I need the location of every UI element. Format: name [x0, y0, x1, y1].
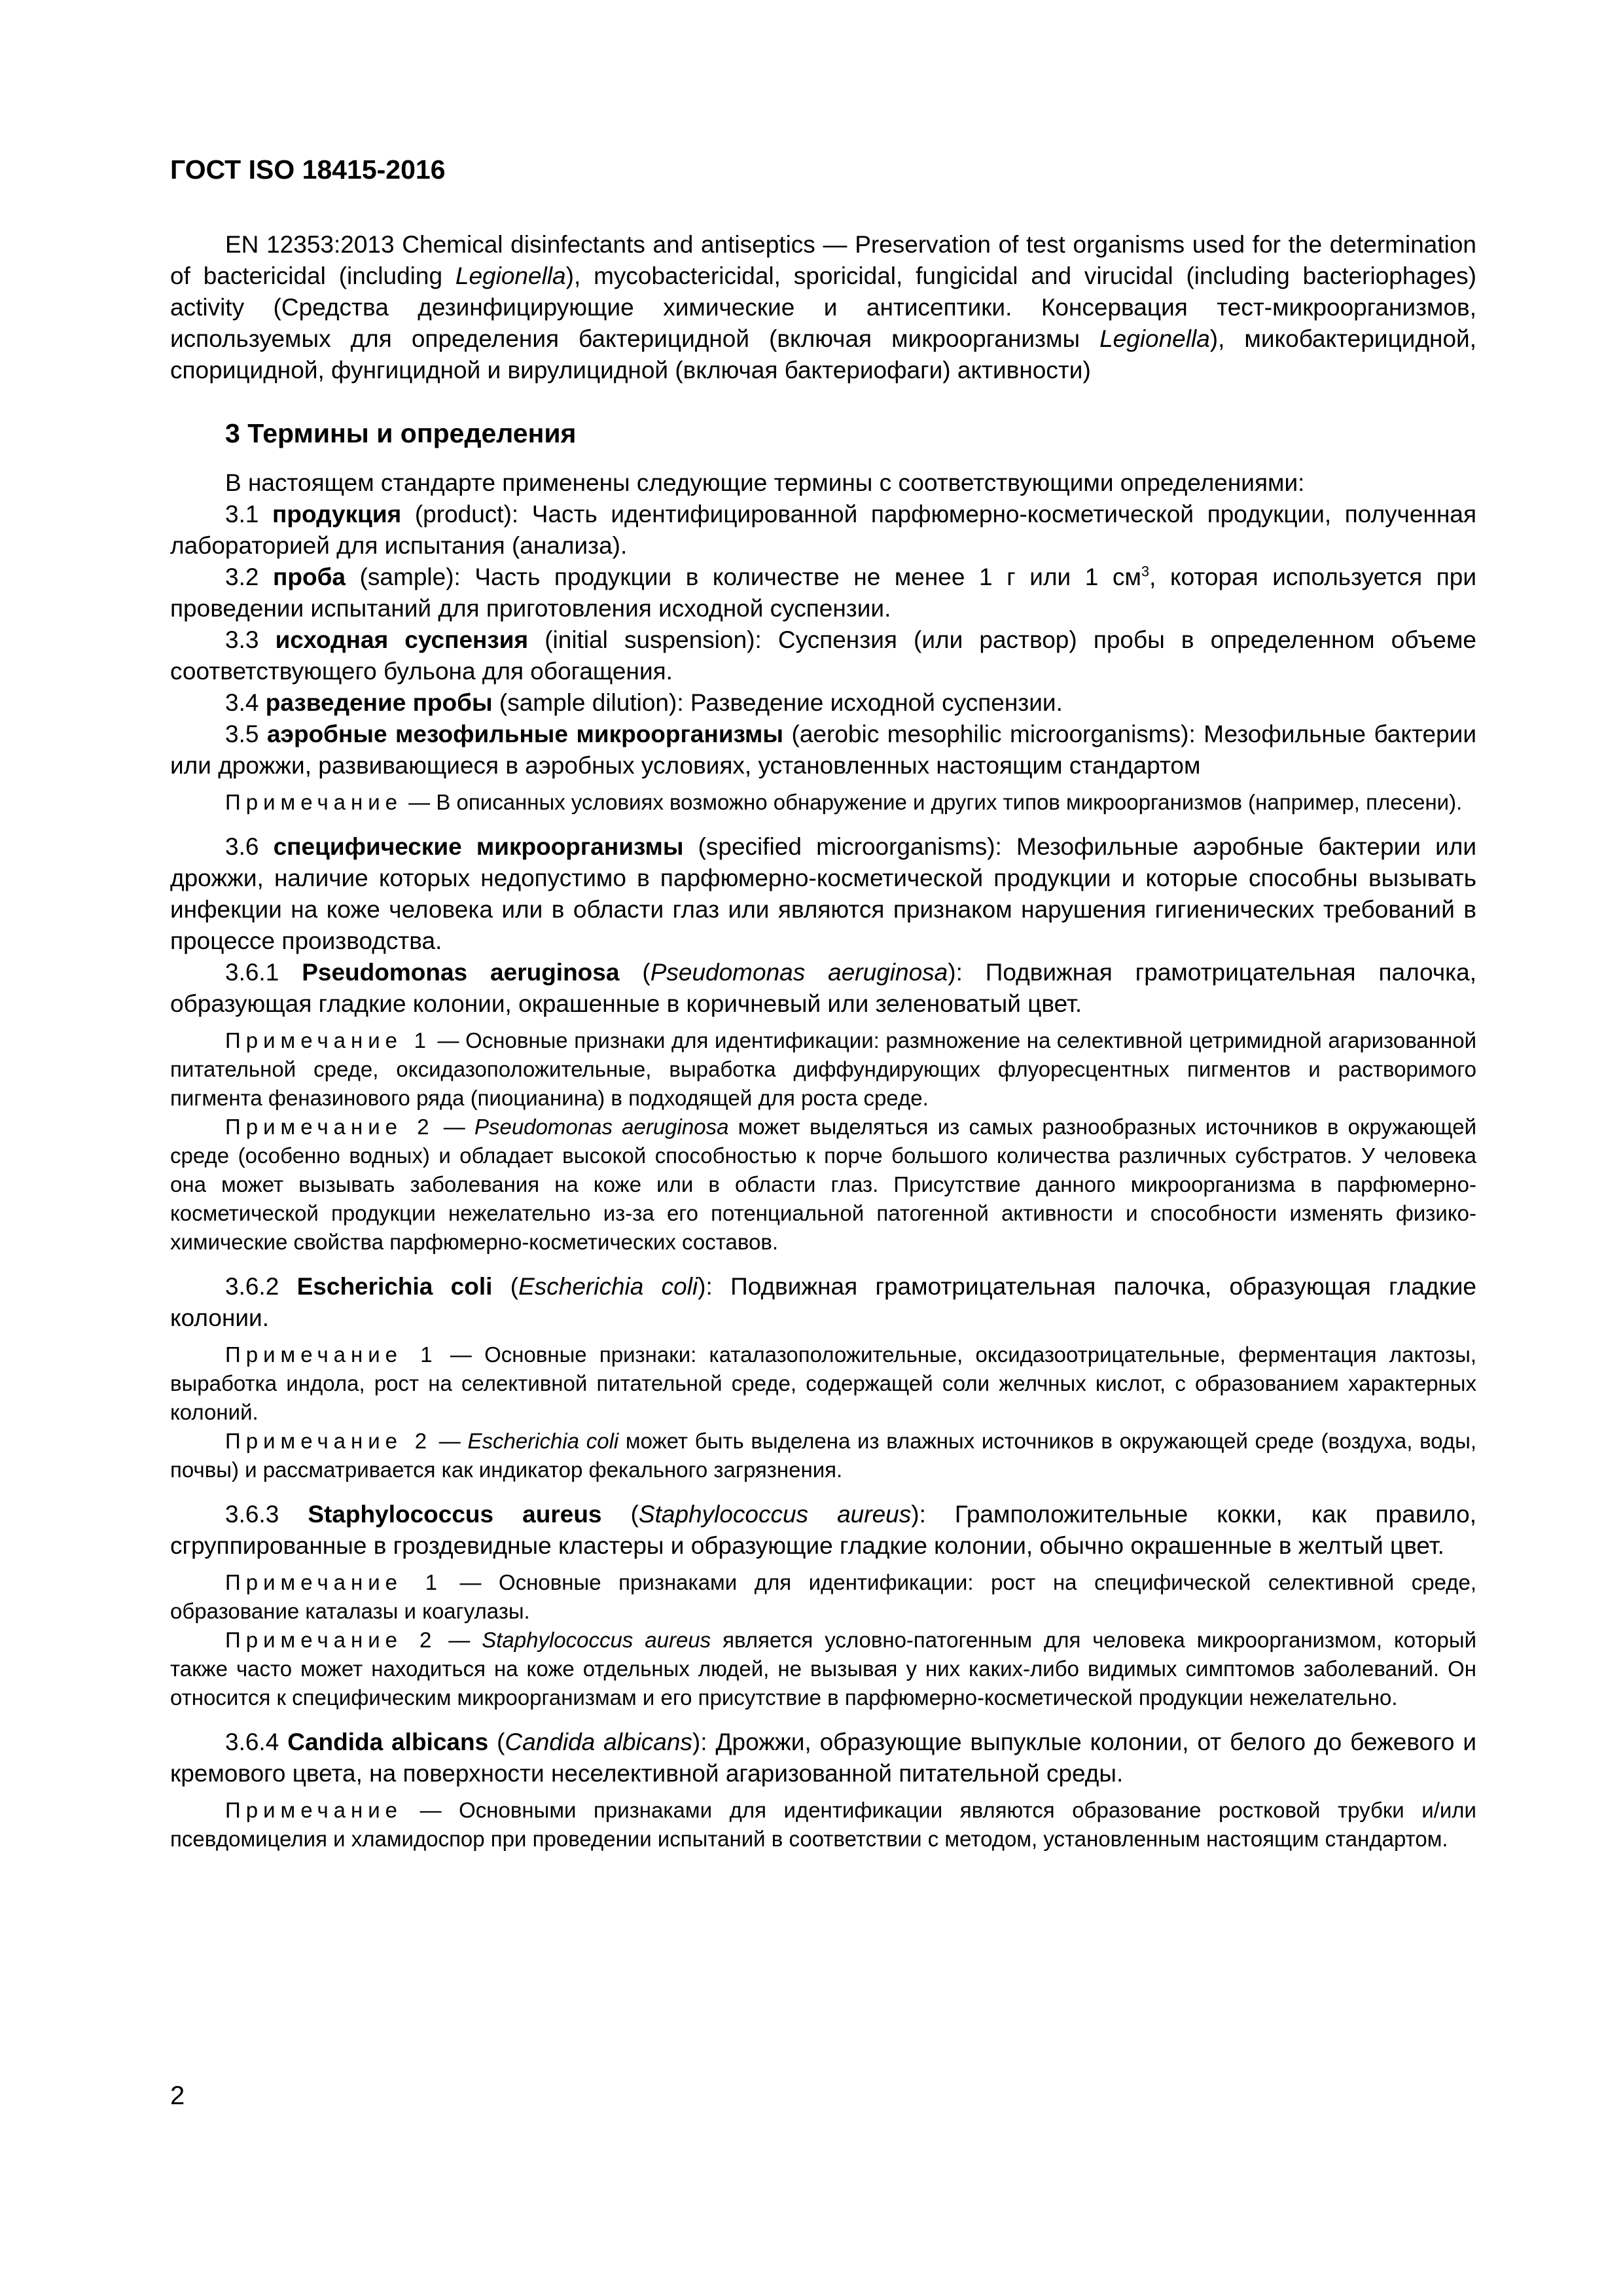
paren-open: ( [601, 1501, 639, 1528]
term-3-6-4 [170, 1727, 1476, 1789]
note-3-6-2-2 [170, 1427, 1476, 1484]
term-definition: (initial suspension): Суспензия (или раствор) пробы в определенном объеме соответствующего бульона для обогащения. [170, 626, 1476, 685]
note-label: Примечание [225, 1798, 403, 1822]
section-title: 3 Термины и определения [225, 418, 577, 448]
note-label: Примечание 1 [225, 1342, 438, 1367]
term-3-1 [170, 499, 1476, 562]
term-definition-rest: , которая используется при проведении испытаний для приготовления исходной суспензии. [170, 564, 1477, 622]
note-text: является условно-патогенным для человека микроорганизмом, который также часто может находиться на коже отдельных людей, не вызывая у них каких-либо видимых симптомов заболеваний. Он относится к специфическим микроорганизмам и его присутствие в парфюмерно-косметической продукции нежелательно. [170, 1628, 1477, 1710]
note-3-6-1-1 [170, 1026, 1476, 1113]
term-name: продукция [272, 501, 402, 528]
term-definition: ): Подвижная грамотрицательная палочка, образующая гладкие колонии, окрашенные в коричневый или зеленоватый цвет. [170, 959, 1476, 1017]
term-name: аэробные мезофильные микроорганизмы [266, 721, 784, 747]
term-name: Escherichia coli [296, 1273, 493, 1300]
note-label: Примечание 1 [225, 1570, 442, 1594]
note-label: Примечание 2 [225, 1628, 437, 1652]
note-italic: Escherichia coli [467, 1429, 619, 1453]
note-dash: — [434, 1115, 474, 1139]
note-italic: Staphylococcus aureus [482, 1628, 711, 1652]
note-3-6-1-2 [170, 1113, 1476, 1257]
ref-text: EN 12353:2013 Chemical disinfectants and antiseptics — Preservation of test organisms used for the determination of bactericidal (including [170, 231, 1476, 289]
note-3-6-4 [170, 1796, 1476, 1854]
term-3-6-2 [170, 1271, 1476, 1334]
document-body [170, 229, 1476, 1854]
note-label: Примечание 2 [225, 1115, 435, 1139]
paren-open: ( [488, 1729, 505, 1755]
note-label: Примечание 2 [225, 1429, 433, 1453]
note-text: может быть выделена из влажных источников в окружающей среде (воздуха, воды, почвы) и рассматривается как индикатор фекального загрязнения. [170, 1429, 1477, 1482]
note-dash: — [432, 1429, 468, 1453]
note-italic: Pseudomonas aeruginosa [474, 1115, 729, 1139]
note-text: — В описанных условиях возможно обнаружение и других типов микроорганизмов (например, плесени). [402, 790, 1463, 814]
term-3-6 [170, 831, 1476, 957]
term-definition: (sample dilution): Разведение исходной суспензии. [492, 689, 1063, 716]
term-number: 3.6 [225, 833, 274, 860]
note-label: Примечание [225, 790, 403, 814]
term-italic: Pseudomonas aeruginosa [650, 959, 948, 986]
term-number: 3.6.1 [225, 959, 302, 986]
ref-text-end: ), микобактерицидной, спорицидной, фунгицидной и вирулицидной (включая бактериофаги) активности) [170, 325, 1476, 384]
term-definition: ): Грамположительные кокки, как правило, сгруппированные в гроздевидные кластеры и образующие гладкие колонии, обычно окрашенные в желтый цвет. [170, 1501, 1477, 1559]
term-number: 3.2 [225, 564, 274, 590]
term-3-5 [170, 719, 1476, 781]
term-number: 3.3 [225, 626, 276, 653]
term-name: специфические микроорганизмы [273, 833, 684, 860]
note-text: — Основные признаки: каталазоположительные, оксидазоотрицательные, ферментация лактозы, выработка индола, рост на селективной питательной среде, содержащей соли желчных кислот, с образованием характерных колоний. [170, 1342, 1477, 1424]
term-name: Pseudomonas aeruginosa [302, 959, 620, 986]
term-3-3 [170, 624, 1476, 687]
term-3-6-1 [170, 957, 1476, 1020]
term-italic: Staphylococcus aureus [638, 1501, 912, 1528]
note-text: может выделяться из самых разнообразных источников в окружающей среде (особенно водных) и обладает высокой способностью к порче большого количества различных субстратов. У человека она может вызывать заболевания на коже или в области глаз. Присутствие данного микроорганизма в парфюмерно-косметической продукции нежелательно из-за его потенциальной патогенной активности и способности изменять физико-химические свойства парфюмерно-косметических составов. [170, 1115, 1477, 1254]
term-italic: Escherichia coli [518, 1273, 698, 1300]
note-text: — Основные признаки для идентификации: размножение на селективной цетримидной агаризованной питательной среде, оксидазоположительные, выработка диффундирующих флуоресцентных пигментов и растворимого пигмента феназинового ряда (пиоцианина) в подходящей для роста среде. [170, 1028, 1477, 1110]
term-definition: (sample): Часть продукции в количестве не менее 1 г или 1 см [346, 564, 1141, 590]
document-code-header: ГОСТ ISO 18415-2016 [170, 154, 446, 185]
term-definition: (aerobic mesophilic microorganisms): Мезофильные бактерии или дрожжи, развивающиеся в аэробных условиях, установленных настоящим стандартом [170, 721, 1476, 779]
term-definition: ): Подвижная грамотрицательная палочка, образующая гладкие колонии. [170, 1273, 1476, 1331]
term-3-6-3 [170, 1499, 1476, 1562]
term-name: разведение пробы [265, 689, 493, 716]
note-3-6-3-2 [170, 1626, 1476, 1712]
term-3-2 [170, 562, 1476, 624]
term-name: исходная суспензия [275, 626, 529, 653]
superscript: 3 [1141, 563, 1150, 580]
normative-reference-paragraph [170, 229, 1476, 386]
ref-italic-2: Legionella [1099, 325, 1210, 352]
term-number: 3.4 [225, 689, 266, 716]
term-number: 3.6.2 [225, 1273, 297, 1300]
note-text: — Основные признаками для идентификации: рост на специфической селективной среде, образование каталазы и коагулазы. [170, 1570, 1476, 1623]
note-dash: — [437, 1628, 482, 1652]
note-text: — Основными признаками для идентификации являются образование ростковой трубки и/или псевдомицелия и хламидоспор при проведении испытаний в соответствии с методом, установленным настоящим стандартом. [170, 1798, 1476, 1851]
paren-open: ( [619, 959, 651, 986]
term-italic: Candida albicans [505, 1729, 692, 1755]
term-name: проба [273, 564, 346, 590]
term-number: 3.1 [225, 501, 273, 528]
term-number: 3.5 [225, 721, 267, 747]
term-definition: (specified microorganisms): Мезофильные аэробные бактерии или дрожжи, наличие которых недопустимо в парфюмерно-косметической продукции и которые способны вызывать инфекции на коже человека или в области глаз или являются признаком нарушения гигиенических требований в процессе производства. [170, 833, 1476, 954]
term-name: Staphylococcus aureus [308, 1501, 602, 1528]
term-definition: (product): Часть идентифицированной парфюмерно-косметической продукции, полученная лабораторией для испытания (анализа). [170, 501, 1476, 559]
intro-paragraph: В настоящем стандарте применены следующие термины с соответствующими определениями: [225, 469, 1305, 496]
term-number: 3.6.3 [225, 1501, 308, 1528]
ref-italic: Legionella [455, 262, 566, 289]
ref-text-rest: ), mycobactericidal, sporicidal, fungicidal and virucidal (including bacteriophages) activity (Средства дезинфицирующие химические и антисептики. Консервация тест-микроорганизмов, используемых для определения бактерицидной (включая микроорганизмы [170, 262, 1476, 352]
note-3-6-3-1 [170, 1568, 1476, 1626]
term-definition: ): Дрожжи, образующие выпуклые колонии, от белого до бежевого и кремового цвета, на поверхности неселективной агаризованной питательной среды. [170, 1729, 1477, 1787]
page-number: 2 [170, 2081, 185, 2110]
term-name: Candida albicans [287, 1729, 489, 1755]
paren-open: ( [492, 1273, 519, 1300]
term-3-4 [170, 687, 1476, 719]
term-number: 3.6.4 [225, 1729, 288, 1755]
note-3-6-2-1 [170, 1340, 1476, 1427]
note-3-5 [170, 788, 1476, 817]
note-label: Примечание 1 [225, 1028, 431, 1052]
